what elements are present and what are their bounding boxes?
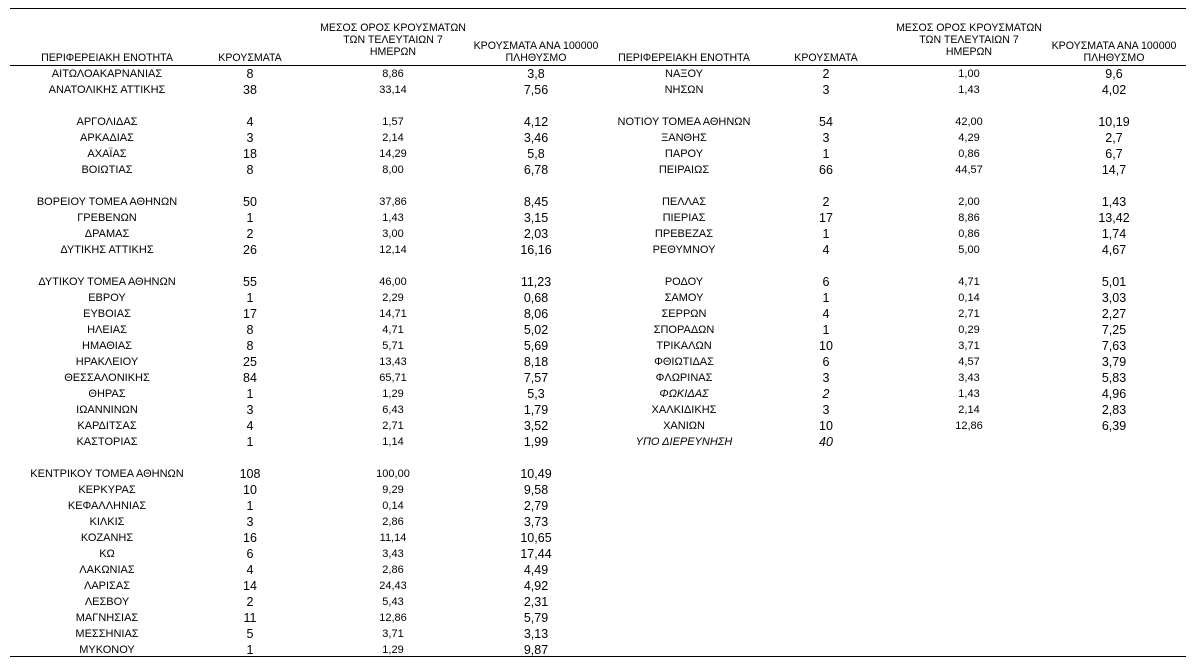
rate-cell: 5,3 xyxy=(527,387,545,401)
average-cell: 11,14 xyxy=(379,532,407,544)
region-cell: ΕΥΒΟΙΑΣ xyxy=(83,308,131,320)
cases-cell: 6 xyxy=(246,547,254,561)
header-rate-line1: ΚΡΟΥΣΜΑΤΑ ΑΝΑ 100000 xyxy=(473,40,599,52)
region-cell: ΑΡΚΑΔΙΑΣ xyxy=(80,132,134,144)
region-cell: ΚΑΣΤΟΡΙΑΣ xyxy=(76,436,138,448)
rate-cell: 4,96 xyxy=(1101,387,1127,401)
rate-cell: 5,8 xyxy=(527,147,545,161)
average-cell: 5,00 xyxy=(958,244,980,256)
average-cell: 14,29 xyxy=(379,148,407,160)
rate-cell: 13,42 xyxy=(1098,211,1130,225)
cases-cell: 10 xyxy=(243,483,257,497)
region-cell: ΒΟΙΩΤΙΑΣ xyxy=(81,164,133,176)
region-cell: ΑΧΑΪΑΣ xyxy=(87,148,127,160)
cases-cell: 1 xyxy=(822,227,830,241)
rate-cell: 5,69 xyxy=(523,339,549,353)
average-cell: 33,14 xyxy=(379,84,407,96)
rate-cell: 9,6 xyxy=(1105,67,1123,81)
region-cell: ΦΩΚΙΔΑΣ xyxy=(659,388,709,400)
rate-cell: 9,87 xyxy=(523,643,549,657)
rate-cell: 9,58 xyxy=(523,483,549,497)
cases-cell: 25 xyxy=(243,355,257,369)
table-row xyxy=(0,370,1196,386)
table-row xyxy=(0,562,1196,578)
cases-cell: 14 xyxy=(243,579,257,593)
average-cell: 0,29 xyxy=(958,324,980,336)
cases-cell: 1 xyxy=(246,211,254,225)
rate-cell: 3,79 xyxy=(1101,355,1127,369)
region-cell: ΜΑΓΝΗΣΙΑΣ xyxy=(75,612,139,624)
region-cell: ΚΕΦΑΛΛΗΝΙΑΣ xyxy=(67,500,147,512)
rate-cell: 17,44 xyxy=(520,547,552,561)
table-row xyxy=(0,578,1196,594)
cases-cell: 4 xyxy=(246,115,254,129)
average-cell: 3,71 xyxy=(382,628,404,640)
table-row xyxy=(0,514,1196,530)
average-cell: 3,43 xyxy=(958,372,980,384)
rate-cell: 2,83 xyxy=(1101,403,1127,417)
average-cell: 4,71 xyxy=(382,324,404,336)
region-cell: ΣΠΟΡΑΔΩΝ xyxy=(653,324,715,336)
region-cell: ΦΛΩΡΙΝΑΣ xyxy=(655,372,713,384)
region-cell: ΙΩΑΝΝΙΝΩΝ xyxy=(76,404,138,416)
cases-cell: 4 xyxy=(822,243,830,257)
region-cell: ΚΙΛΚΙΣ xyxy=(89,516,125,528)
header-average-line1: ΜΕΣΟΣ ΟΡΟΣ ΚΡΟΥΣΜΑΤΩΝ xyxy=(320,22,466,34)
region-cell: ΛΑΡΙΣΑΣ xyxy=(83,580,130,592)
region-cell: ΕΒΡΟΥ xyxy=(88,292,126,304)
cases-cell: 66 xyxy=(819,163,833,177)
average-cell: 1,29 xyxy=(382,388,404,400)
table-row xyxy=(0,386,1196,402)
average-cell: 13,43 xyxy=(379,356,407,368)
region-cell: ΜΥΚΟΝΟΥ xyxy=(79,644,135,656)
cases-cell: 4 xyxy=(822,307,830,321)
header-rate xyxy=(456,40,616,64)
cases-cell: 6 xyxy=(822,275,830,289)
cases-cell: 1 xyxy=(822,147,830,161)
average-cell: 12,86 xyxy=(379,612,407,624)
header-rate-line1: ΚΡΟΥΣΜΑΤΑ ΑΝΑ 100000 xyxy=(1051,40,1177,52)
average-cell: 1,00 xyxy=(958,68,980,80)
header-average-line2: ΤΩΝ ΤΕΛΕΥΤΑΙΩΝ 7 xyxy=(919,34,1019,46)
rate-cell: 11,23 xyxy=(520,275,552,289)
table-row xyxy=(0,434,1196,450)
cases-cell: 38 xyxy=(243,83,257,97)
region-cell: ΘΕΣΣΑΛΟΝΙΚΗΣ xyxy=(64,372,150,384)
rate-cell: 4,92 xyxy=(523,579,549,593)
table-row xyxy=(0,146,1196,162)
cases-cell: 40 xyxy=(819,435,833,449)
cases-cell: 1 xyxy=(246,499,254,513)
region-cell: ΜΕΣΣΗΝΙΑΣ xyxy=(75,628,139,640)
table-row xyxy=(0,274,1196,290)
region-cell: ΚΟΖΑΝΗΣ xyxy=(80,532,134,544)
rate-cell: 8,06 xyxy=(523,307,549,321)
rate-cell: 2,7 xyxy=(1105,131,1123,145)
header-rate xyxy=(1034,40,1194,64)
rate-cell: 6,39 xyxy=(1101,419,1127,433)
average-cell: 4,29 xyxy=(958,132,980,144)
average-cell: 2,00 xyxy=(958,196,980,208)
table-row xyxy=(0,114,1196,130)
average-cell: 2,86 xyxy=(382,564,404,576)
header-average-line1: ΜΕΣΟΣ ΟΡΟΣ ΚΡΟΥΣΜΑΤΩΝ xyxy=(896,22,1042,34)
cases-cell: 1 xyxy=(822,323,830,337)
rate-cell: 14,7 xyxy=(1101,163,1127,177)
cases-cell: 4 xyxy=(246,563,254,577)
cases-cell: 2 xyxy=(246,595,254,609)
region-cell: ΗΡΑΚΛΕΙΟΥ xyxy=(75,356,139,368)
cases-cell: 3 xyxy=(822,131,830,145)
average-cell: 6,43 xyxy=(382,404,404,416)
region-cell: ΔΡΑΜΑΣ xyxy=(84,228,130,240)
rate-cell: 2,79 xyxy=(523,499,549,513)
average-cell: 8,00 xyxy=(382,164,404,176)
header-cases: ΚΡΟΥΣΜΑΤΑ xyxy=(794,52,858,64)
cases-cell: 1 xyxy=(246,435,254,449)
average-cell: 8,86 xyxy=(382,68,404,80)
region-cell: ΛΑΚΩΝΙΑΣ xyxy=(79,564,135,576)
region-cell: ΞΑΝΘΗΣ xyxy=(661,132,707,144)
average-cell: 12,14 xyxy=(379,244,407,256)
region-cell: ΑΡΓΟΛΙΔΑΣ xyxy=(76,116,138,128)
rate-cell: 7,57 xyxy=(523,371,549,385)
cases-cell: 3 xyxy=(246,515,254,529)
cases-cell: 2 xyxy=(822,387,830,401)
region-cell: ΝΟΤΙΟΥ ΤΟΜΕΑ ΑΘΗΝΩΝ xyxy=(617,116,751,128)
header-rate-line2: ΠΛΗΘΥΣΜΟ xyxy=(1083,52,1145,64)
rate-cell: 4,67 xyxy=(1101,243,1127,257)
cases-cell: 6 xyxy=(822,355,830,369)
region-cell: ΗΜΑΘΙΑΣ xyxy=(82,340,132,352)
average-cell: 14,71 xyxy=(379,308,407,320)
rate-cell: 10,19 xyxy=(1098,115,1130,129)
cases-cell: 2 xyxy=(822,195,830,209)
cases-cell: 5 xyxy=(246,627,254,641)
cases-cell: 55 xyxy=(243,275,257,289)
cases-cell: 10 xyxy=(819,339,833,353)
rate-cell: 2,27 xyxy=(1101,307,1127,321)
average-cell: 65,71 xyxy=(379,372,407,384)
table-row xyxy=(0,66,1196,82)
region-cell: ΧΑΛΚΙΔΙΚΗΣ xyxy=(651,404,717,416)
region-cell: ΚΑΡΔΙΤΣΑΣ xyxy=(77,420,137,432)
header-average-line2: ΤΩΝ ΤΕΛΕΥΤΑΙΩΝ 7 xyxy=(343,34,443,46)
average-cell: 46,00 xyxy=(379,276,407,288)
cases-cell: 1 xyxy=(246,387,254,401)
cases-cell: 1 xyxy=(246,291,254,305)
rate-cell: 4,12 xyxy=(523,115,549,129)
average-cell: 1,43 xyxy=(958,388,980,400)
rate-cell: 10,65 xyxy=(520,531,552,545)
table-row xyxy=(0,210,1196,226)
rate-cell: 3,15 xyxy=(523,211,549,225)
rate-cell: 0,68 xyxy=(523,291,549,305)
cases-cell: 4 xyxy=(246,419,254,433)
region-cell: ΛΕΣΒΟΥ xyxy=(84,596,130,608)
average-cell: 100,00 xyxy=(376,468,410,480)
table-row xyxy=(0,498,1196,514)
rate-cell: 4,49 xyxy=(523,563,549,577)
average-cell: 1,14 xyxy=(382,436,404,448)
region-cell: ΦΘΙΩΤΙΔΑΣ xyxy=(654,356,714,368)
cases-cell: 10 xyxy=(819,419,833,433)
cases-cell: 2 xyxy=(246,227,254,241)
table-row xyxy=(0,530,1196,546)
cases-cell: 3 xyxy=(822,403,830,417)
average-cell: 44,57 xyxy=(955,164,983,176)
region-cell: ΚΩ xyxy=(99,548,115,560)
average-cell: 2,29 xyxy=(382,292,404,304)
region-cell: ΝΗΣΩΝ xyxy=(664,84,704,96)
average-cell: 3,00 xyxy=(382,228,404,240)
rate-cell: 5,83 xyxy=(1101,371,1127,385)
cases-cell: 3 xyxy=(246,403,254,417)
rate-cell: 6,78 xyxy=(523,163,549,177)
rate-cell: 1,79 xyxy=(523,403,549,417)
region-cell: ΠΕΛΛΑΣ xyxy=(661,196,707,208)
cases-cell: 54 xyxy=(819,115,833,129)
table-row xyxy=(0,626,1196,642)
region-cell: ΥΠΟ ΔΙΕΡΕΥΝΗΣΗ xyxy=(635,436,733,448)
cases-cell: 50 xyxy=(243,195,257,209)
cases-cell: 3 xyxy=(822,371,830,385)
header-average-line3: ΗΜΕΡΩΝ xyxy=(945,46,993,58)
header-region: ΠΕΡΙΦΕΡΕΙΑΚΗ ΕΝΟΤΗΤΑ xyxy=(41,52,173,64)
average-cell: 2,86 xyxy=(382,516,404,528)
rate-cell: 3,13 xyxy=(523,627,549,641)
cases-cell: 1 xyxy=(822,291,830,305)
region-cell: ΑΙΤΩΛΟΑΚΑΡΝΑΝΙΑΣ xyxy=(51,68,163,80)
cases-cell: 2 xyxy=(822,67,830,81)
region-cell: ΠΕΙΡΑΙΩΣ xyxy=(658,164,710,176)
region-cell: ΗΛΕΙΑΣ xyxy=(87,324,127,336)
table-row xyxy=(0,82,1196,98)
table-row xyxy=(0,162,1196,178)
average-cell: 1,29 xyxy=(382,644,404,656)
average-cell: 1,43 xyxy=(958,84,980,96)
rule-top xyxy=(10,8,1186,9)
cases-cell: 3 xyxy=(822,83,830,97)
table-row xyxy=(0,594,1196,610)
average-cell: 2,71 xyxy=(382,420,404,432)
average-cell: 2,71 xyxy=(958,308,980,320)
rate-cell: 16,16 xyxy=(520,243,552,257)
region-cell: ΚΕΝΤΡΙΚΟΥ ΤΟΜΕΑ ΑΘΗΝΩΝ xyxy=(30,468,184,480)
cases-cell: 11 xyxy=(243,611,257,625)
region-cell: ΚΕΡΚΥΡΑΣ xyxy=(78,484,136,496)
average-cell: 5,43 xyxy=(382,596,404,608)
average-cell: 0,14 xyxy=(958,292,980,304)
average-cell: 4,57 xyxy=(958,356,980,368)
average-cell: 3,43 xyxy=(382,548,404,560)
table-row xyxy=(0,306,1196,322)
average-cell: 42,00 xyxy=(955,116,983,128)
region-cell: ΘΗΡΑΣ xyxy=(88,388,126,400)
table-row xyxy=(0,194,1196,210)
average-cell: 2,14 xyxy=(958,404,980,416)
average-cell: 5,71 xyxy=(382,340,404,352)
cases-cell: 17 xyxy=(819,211,833,225)
region-cell: ΡΕΘΥΜΝΟΥ xyxy=(652,244,716,256)
table-row xyxy=(0,242,1196,258)
region-cell: ΡΟΔΟΥ xyxy=(664,276,704,288)
region-cell: ΠΑΡΟΥ xyxy=(664,148,704,160)
table-row xyxy=(0,418,1196,434)
cases-cell: 8 xyxy=(246,323,254,337)
average-cell: 4,71 xyxy=(958,276,980,288)
region-cell: ΝΑΞΟΥ xyxy=(665,68,703,80)
region-cell: ΠΡΕΒΕΖΑΣ xyxy=(654,228,714,240)
table-row xyxy=(0,322,1196,338)
cases-cell: 16 xyxy=(243,531,257,545)
region-cell: ΓΡΕΒΕΝΩΝ xyxy=(77,212,137,224)
cases-cell: 8 xyxy=(246,339,254,353)
table-row xyxy=(0,546,1196,562)
average-cell: 24,43 xyxy=(379,580,407,592)
region-cell: ΔΥΤΙΚΟΥ ΤΟΜΕΑ ΑΘΗΝΩΝ xyxy=(38,276,176,288)
cases-cell: 84 xyxy=(243,371,257,385)
average-cell: 1,57 xyxy=(382,116,404,128)
rate-cell: 7,56 xyxy=(523,83,549,97)
rate-cell: 5,02 xyxy=(523,323,549,337)
table-row xyxy=(0,338,1196,354)
rate-cell: 8,45 xyxy=(523,195,549,209)
average-cell: 9,29 xyxy=(382,484,404,496)
header-rate-line2: ΠΛΗΘΥΣΜΟ xyxy=(505,52,567,64)
rate-cell: 8,18 xyxy=(523,355,549,369)
header-region: ΠΕΡΙΦΕΡΕΙΑΚΗ ΕΝΟΤΗΤΑ xyxy=(618,52,750,64)
average-cell: 0,14 xyxy=(382,500,404,512)
rate-cell: 6,7 xyxy=(1105,147,1123,161)
rate-cell: 4,02 xyxy=(1101,83,1127,97)
average-cell: 3,71 xyxy=(958,340,980,352)
region-cell: ΔΥΤΙΚΗΣ ΑΤΤΙΚΗΣ xyxy=(60,244,154,256)
table-row xyxy=(0,354,1196,370)
rate-cell: 2,31 xyxy=(523,595,549,609)
cases-cell: 18 xyxy=(243,147,257,161)
table-row xyxy=(0,402,1196,418)
rate-cell: 3,8 xyxy=(527,67,545,81)
rate-cell: 3,73 xyxy=(523,515,549,529)
rate-cell: 5,79 xyxy=(523,611,549,625)
average-cell: 0,86 xyxy=(958,148,980,160)
region-cell: ΣΑΜΟΥ xyxy=(664,292,704,304)
rate-cell: 3,03 xyxy=(1101,291,1127,305)
table-row xyxy=(0,290,1196,306)
region-cell: ΠΙΕΡΙΑΣ xyxy=(662,212,706,224)
table-row xyxy=(0,226,1196,242)
cases-cell: 17 xyxy=(243,307,257,321)
region-cell: ΣΕΡΡΩΝ xyxy=(661,308,707,320)
header-cases: ΚΡΟΥΣΜΑΤΑ xyxy=(218,52,282,64)
rule-bottom xyxy=(10,656,1186,657)
rate-cell: 10,49 xyxy=(520,467,552,481)
cases-cell: 8 xyxy=(246,163,254,177)
region-cell: ΧΑΝΙΩΝ xyxy=(663,420,705,432)
average-cell: 8,86 xyxy=(958,212,980,224)
table-row xyxy=(0,466,1196,482)
rate-cell: 7,25 xyxy=(1101,323,1127,337)
average-cell: 0,86 xyxy=(958,228,980,240)
average-cell: 12,86 xyxy=(955,420,983,432)
cases-cell: 1 xyxy=(246,643,254,657)
cases-cell: 3 xyxy=(246,131,254,145)
cases-cell: 8 xyxy=(246,67,254,81)
rate-cell: 1,99 xyxy=(523,435,549,449)
rate-cell: 3,46 xyxy=(523,131,549,145)
cases-cell: 108 xyxy=(239,467,261,481)
average-cell: 1,43 xyxy=(382,212,404,224)
region-cell: ΑΝΑΤΟΛΙΚΗΣ ΑΤΤΙΚΗΣ xyxy=(48,84,166,96)
table-row xyxy=(0,610,1196,626)
region-cell: ΤΡΙΚΑΛΩΝ xyxy=(656,340,712,352)
region-cell: ΒΟΡΕΙΟΥ ΤΟΜΕΑ ΑΘΗΝΩΝ xyxy=(36,196,178,208)
header-average-line3: ΗΜΕΡΩΝ xyxy=(369,46,417,58)
average-cell: 37,86 xyxy=(379,196,407,208)
rate-cell: 5,01 xyxy=(1101,275,1127,289)
rate-cell: 2,03 xyxy=(523,227,549,241)
table-row xyxy=(0,482,1196,498)
average-cell: 2,14 xyxy=(382,132,404,144)
rate-cell: 1,43 xyxy=(1101,195,1127,209)
rate-cell: 7,63 xyxy=(1101,339,1127,353)
cases-cell: 26 xyxy=(243,243,257,257)
table-row xyxy=(0,130,1196,146)
rate-cell: 3,52 xyxy=(523,419,549,433)
rate-cell: 1,74 xyxy=(1101,227,1127,241)
